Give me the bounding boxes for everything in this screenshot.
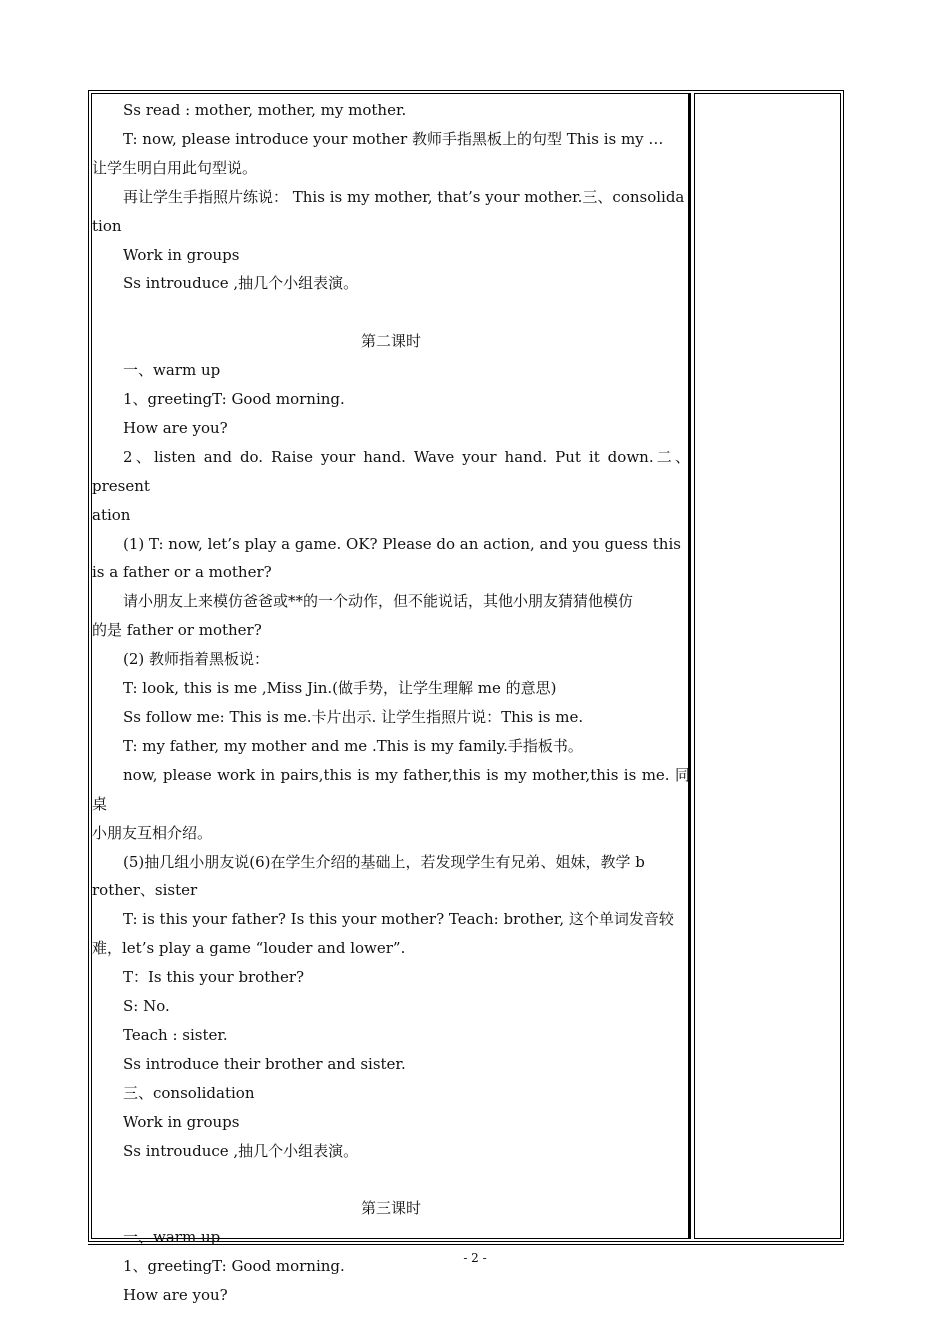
text-line: 再让学生手指照片练说： This is my mother, that’s your mother.三、consolida — [123, 187, 685, 206]
text-line: rother、sister — [92, 881, 198, 900]
text-line: T：Is this your brother? — [123, 968, 305, 987]
text-line: Teach : sister. — [123, 1025, 228, 1044]
text-line: Ss introduce their brother and sister. — [123, 1054, 406, 1073]
text-line: How are you? — [123, 418, 228, 437]
blank-line — [92, 1166, 690, 1195]
section-heading: 第二课时 — [360, 332, 421, 351]
text-line: T: my father, my mother and me .This is my family.手指板书。 — [123, 736, 583, 755]
text-line: 难，let’s play a game “louder and lower”. — [92, 939, 406, 958]
text-line: Ss introuduce ,抽几个小组表演。 — [123, 274, 359, 293]
text-line: Work in groups — [123, 245, 240, 264]
text-line: 一、warm up — [123, 361, 221, 380]
notes-cell — [694, 93, 841, 1239]
text-line: 让学生明白用此句型说。 — [92, 158, 258, 177]
text-line: Ss follow me: This is me.卡片出示. 让学生指照片说：This is me. — [123, 708, 584, 727]
section-heading: 第三课时 — [360, 1199, 421, 1218]
page-number: - 2 - — [463, 1251, 487, 1265]
text-line: T: is this your father? Is this your mother? Teach: brother, 这个单词发音较 — [123, 910, 674, 929]
text-line: ation — [92, 505, 131, 524]
text-line: (2) 教师指着黑板说： — [123, 650, 270, 669]
lesson-text — [92, 96, 690, 1310]
text-line: S: No. — [123, 997, 170, 1016]
text-line: Work in groups — [123, 1112, 240, 1131]
text-line: (5)抽几组小朋友说(6)在学生介绍的基础上，若发现学生有兄弟、姐妹，教学 b — [123, 852, 645, 871]
text-line: is a father or a mother? — [92, 563, 272, 582]
text-line: (1) T: now, let’s play a game. OK? Please do an action, and you guess this — [123, 534, 681, 553]
text-line: 1、greetingT: Good morning. — [123, 390, 345, 409]
text-line: Ss introuduce ,抽几个小组表演。 — [123, 1141, 359, 1160]
text-line: 请小朋友上来模仿爸爸或**的一个动作，但不能说话，其他小朋友猜猜他模仿 — [123, 592, 634, 611]
text-line: 1、greetingT: Good morning. — [123, 1257, 345, 1276]
text-line: 2、listen and do. Raise your hand. Wave your hand. Put it down.二、present — [92, 447, 690, 495]
text-line: How are you? — [123, 1286, 228, 1305]
text-line: 三、consolidation — [123, 1083, 255, 1102]
text-line: T: look, this is me ,Miss Jin.(做手势，让学生理解 me 的意思) — [123, 679, 557, 698]
text-line: Ss read : mother, mother, my mother. — [123, 101, 407, 119]
text-line: 小朋友互相介绍。 — [92, 823, 213, 842]
text-line: 的是 father or mother? — [92, 621, 262, 640]
text-line: 一、warm up — [123, 1228, 221, 1247]
text-line: now, please work in pairs,this is my father,this is my mother,this is me. 同桌 — [92, 765, 690, 813]
blank-line — [92, 298, 690, 327]
text-line: tion — [92, 216, 122, 235]
text-line: T: now, please introduce your mother 教师手指黑板上的句型 This is my … — [123, 129, 664, 148]
